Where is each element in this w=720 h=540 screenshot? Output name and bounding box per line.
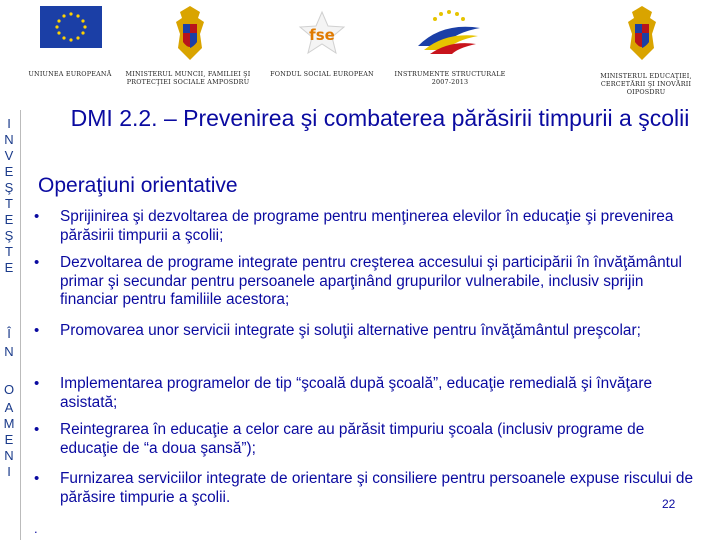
sidebar-letter: E	[4, 432, 14, 447]
list-item	[34, 421, 700, 458]
sidebar-letter: E	[4, 212, 14, 227]
coat-of-arms-logo-left	[172, 4, 208, 69]
coat-of-arms-logo-right	[624, 4, 660, 69]
vertical-slogan-sidebar	[0, 110, 21, 540]
list-item-text: Sprijinirea şi dezvoltarea de programe pentru menţinerea elevilor în educaţie şi prevenirea părăsirii timpurii a şcolii;	[60, 208, 674, 244]
sidebar-letter: N	[4, 132, 14, 147]
list-item	[34, 375, 700, 412]
bullet-marker: •	[34, 470, 40, 487]
sidebar-letter: O	[3, 382, 15, 397]
caption-eu: UNIUNEA EUROPEANĂ	[28, 70, 112, 78]
bullet-marker: •	[34, 322, 40, 339]
list-item	[34, 208, 700, 245]
page-number: 22	[662, 497, 676, 511]
sidebar-letter: T	[5, 196, 13, 211]
structural-instruments-logo	[412, 6, 486, 67]
sidebar-letter: N	[4, 448, 14, 463]
bullet-marker: •	[34, 375, 40, 392]
slide-title: DMI 2.2. – Prevenirea şi combaterea părăsirii timpurii a şcolii	[70, 105, 690, 131]
list-item	[34, 322, 700, 341]
sidebar-letter: T	[5, 244, 13, 259]
sidebar-letter: I	[7, 464, 11, 479]
list-item	[34, 254, 700, 310]
list-item	[34, 470, 700, 507]
sidebar-letter: E	[4, 164, 14, 179]
list-item-text: Dezvoltarea de programe integrate pentru creşterea accesului şi participării în învăţământul primar şi secundar pentru persoanele aparţinând grupurilor vulnerabile, inclusiv sprijin financiar pentru familiile acestora;	[60, 254, 682, 308]
sidebar-letter: V	[4, 148, 14, 163]
sidebar-letter: Ş	[4, 180, 14, 195]
caption-structural-instruments: INSTRUMENTE STRUCTURALE 2007-2013	[394, 70, 506, 86]
list-item-text: Implementarea programelor de tip “şcoală după şcoală”, educaţie remedială şi învăţare asistată;	[60, 375, 652, 411]
fse-logo	[294, 10, 350, 61]
fse-logo-text: fse	[309, 26, 335, 44]
list-item-text: Promovarea unor servicii integrate şi soluţii alternative pentru învăţământul preşcolar;	[60, 322, 641, 339]
caption-esf: FONDUL SOCIAL EUROPEAN	[270, 70, 374, 78]
sidebar-letter: Ş	[4, 228, 14, 243]
bullet-marker: •	[34, 208, 40, 225]
bullet-marker: •	[34, 254, 40, 271]
list-item-text: Reintegrarea în educaţie a celor care au părăsit timpuriu şcoala (inclusiv programe de educaţie de “a doua şansă”);	[60, 421, 645, 457]
sidebar-letter: A	[4, 400, 14, 415]
sidebar-letter: I	[7, 116, 11, 131]
sidebar-letter: M	[3, 416, 15, 431]
eu-flag-logo	[40, 6, 102, 53]
slide-subtitle: Operaţiuni orientative	[38, 174, 238, 197]
sidebar-letter: E	[4, 260, 14, 275]
caption-ministry-education: MINISTERUL EDUCAŢIEI, CERCETĂRII ŞI INOVĂRII OIPOSDRU	[600, 72, 692, 96]
caption-ministry-labour: MINISTERUL MUNCII, FAMILIEI ŞI PROTECŢIEI SOCIALE AMPOSDRU	[125, 70, 251, 86]
sidebar-letter: N	[4, 344, 14, 359]
stray-mark: .	[34, 521, 38, 536]
bullet-marker: •	[34, 421, 40, 438]
list-item-text: Furnizarea serviciilor integrate de orientare şi consiliere pentru persoanele expuse riscului de părăsire timpurie a şcolii.	[60, 470, 694, 506]
sidebar-letter: Î	[7, 326, 11, 341]
